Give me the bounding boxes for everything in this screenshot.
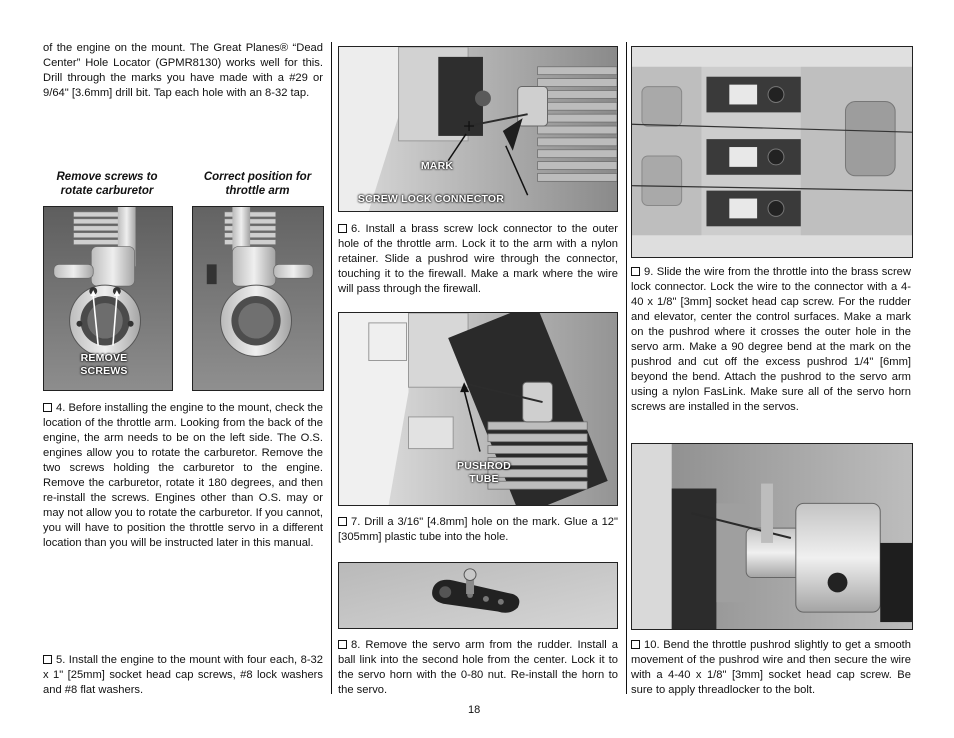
caption-remove-screws: Remove screws to rotate carburetor <box>56 171 158 197</box>
label-remove-screws: REMOVE SCREWS <box>80 352 128 377</box>
label-screw-lock-connector: SCREW LOCK CONNECTOR <box>357 193 505 205</box>
step-7-checkbox[interactable] <box>338 517 347 526</box>
photo-throttle-pushrod-bend <box>631 443 913 630</box>
caption-throttle-arm: Correct position for throttle arm <box>203 171 312 197</box>
column-divider-2 <box>626 42 627 694</box>
photo-throttle-arm-position <box>192 206 324 391</box>
photo-servo-arm-ball-link <box>338 562 618 629</box>
step-10-paragraph: 10. Bend the throttle pushrod slightly to get a smooth movement of the pushrod wire and then secure the wire with a 4-40 x 1/8" [3mm] socket head cap screw. Be sure to apply threadlocker to the bolt. <box>631 639 911 696</box>
photo-pushrod-tube <box>338 312 618 506</box>
step-4-checkbox[interactable] <box>43 403 52 412</box>
label-pushrod-tube: PUSHROD TUBE <box>457 460 511 485</box>
intro-paragraph: of the engine on the mount. The Great Planes® “Dead Center” Hole Locator (GPMR8130) works well for this. Drill through the marks you have made with a #29 or 9/64" [3.6mm] drill bit. Tap each hole with an 8-32 tap. <box>43 42 323 99</box>
photo-servo-tray <box>631 46 913 258</box>
photo-carburetor-screws <box>43 206 173 391</box>
step-4-paragraph: 4. Before installing the engine to the mount, check the location of the throttle arm. Looking from the back of the engine, the arm needs to be on the left side. The O.S. engines allow you to rotate the carburetor. Remove the two screws holding the carburetor to the engine. Remove the carburetor, rotate it 180 degrees, and then re-install the screws. Engines other than O.S. may or may not allow you to rotate the carburetor. If you cannot, you will have to position the throttle servo in a different location than you will be instructed later in this manual. <box>43 402 323 549</box>
step-6-paragraph: 6. Install a brass screw lock connector to the outer hole of the throttle arm. Lock it to the arm with a nylon retainer. Slide a pushrod wire through the connector, touching it to the firewall. Make a mark where the wire will pass through the firewall. <box>338 223 618 295</box>
step-7-paragraph: 7. Drill a 3/16" [4.8mm] hole on the mark. Glue a 12" [305mm] plastic tube into the hole. <box>338 516 618 543</box>
step-8-checkbox[interactable] <box>338 640 347 649</box>
step-5-paragraph: 5. Install the engine to the mount with four each, 8-32 x 1" [25mm] socket head cap screws, #8 lock washers and #8 flat washers. <box>43 654 323 696</box>
step-5-checkbox[interactable] <box>43 655 52 664</box>
step-10-checkbox[interactable] <box>631 640 640 649</box>
column-divider-1 <box>331 42 332 694</box>
step-9-checkbox[interactable] <box>631 267 640 276</box>
step-6-checkbox[interactable] <box>338 224 347 233</box>
label-mark: MARK <box>420 160 454 172</box>
page-number: 18 <box>468 704 481 716</box>
step-9-paragraph: 9. Slide the wire from the throttle into the brass screw lock connector. Lock the wire to the connector with a 4-40 x 1/8" [3mm] socket head cap screw. For the rudder and elevator, center the control surfaces. Make a mark on the pushrod where it crosses the outer hole in the servo arm. Make a 90 degree bend at the mark on the pushrod and cut off the excess pushrod 1/4" [6mm] beyond the bend. Attach the pushrod to the servo arm using a nylon FasLink. Make sure all of the servo horn screws are installed in the servos. <box>631 266 911 413</box>
step-8-paragraph: 8. Remove the servo arm from the rudder. Install a ball link into the second hole from the center. Lock it to the servo horn with the 0-80 nut. Re-install the horn to the servo. <box>338 639 618 696</box>
photo-screw-lock-connector <box>338 46 618 212</box>
